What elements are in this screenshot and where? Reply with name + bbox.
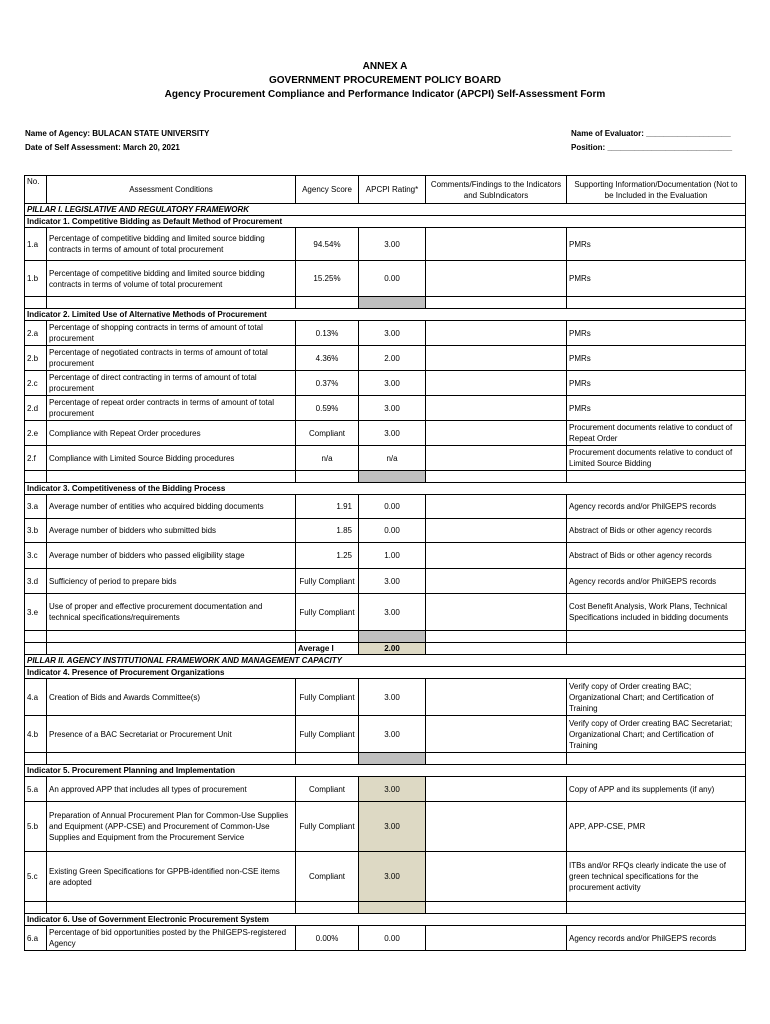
- row-support: PMRs: [567, 261, 746, 297]
- pillar-row: [25, 655, 746, 667]
- row-comment: [426, 777, 567, 802]
- table-row: [25, 777, 746, 802]
- row-number: 5.c: [25, 852, 47, 902]
- pillar-row: [25, 204, 746, 216]
- row-condition: Percentage of competitive bidding and limited source bidding contracts in terms of volume of total procurement: [47, 261, 296, 297]
- indicator-row: [25, 765, 746, 777]
- row-score: 0.00%: [296, 926, 359, 951]
- row-condition: Percentage of direct contracting in terms of amount of total procurement: [47, 371, 296, 396]
- row-condition: Percentage of shopping contracts in terms of amount of total procurement: [47, 321, 296, 346]
- evaluator-position: Position: ____________________________: [571, 143, 733, 152]
- row-number: 4.b: [25, 716, 47, 753]
- average-label: Average I: [296, 643, 359, 655]
- evaluator-name: Name of Evaluator: ___________________: [571, 129, 731, 138]
- row-score: 0.13%: [296, 321, 359, 346]
- row-support: PMRs: [567, 321, 746, 346]
- row-condition: Use of proper and effective procurement documentation and technical specifications/requirements: [47, 594, 296, 631]
- row-support: Agency records and/or PhilGEPS records: [567, 495, 746, 519]
- row-number: 1.b: [25, 261, 47, 297]
- table-row: [25, 346, 746, 371]
- row-comment: [426, 852, 567, 902]
- row-rating: 3.00: [359, 321, 426, 346]
- annex-label: ANNEX A: [362, 61, 408, 72]
- row-score: 15.25%: [296, 261, 359, 297]
- row-support: PMRs: [567, 228, 746, 261]
- row-number: 2.b: [25, 346, 47, 371]
- col-header-no: No.: [25, 176, 47, 204]
- spacer-row: [25, 471, 746, 483]
- row-comment: [426, 396, 567, 421]
- row-score: 1.91: [296, 495, 359, 519]
- row-support: Agency records and/or PhilGEPS records: [567, 926, 746, 951]
- row-support: Verify copy of Order creating BAC Secretariat; Organizational Chart; and Certification of Training: [567, 716, 746, 753]
- indicator-row: [25, 483, 746, 495]
- row-score: 0.37%: [296, 371, 359, 396]
- evaluator-info: [571, 127, 732, 155]
- row-comment: [426, 421, 567, 446]
- row-comment: [426, 716, 567, 753]
- row-comment: [426, 543, 567, 569]
- row-condition: Average number of bidders who submitted bids: [47, 519, 296, 543]
- row-rating: 0.00: [359, 495, 426, 519]
- row-condition: Sufficiency of period to prepare bids: [47, 569, 296, 594]
- row-condition: Preparation of Annual Procurement Plan for Common-Use Supplies and Equipment (APP-CSE) and Procurement of Common-Use Supplies and Equipment from the Procurement Service: [47, 802, 296, 852]
- row-rating: 3.00: [359, 569, 426, 594]
- agency-name: Name of Agency: BULACAN STATE UNIVERSITY: [25, 129, 210, 138]
- table-row: [25, 852, 746, 902]
- row-condition: Presence of a BAC Secretariat or Procurement Unit: [47, 716, 296, 753]
- row-rating: 2.00: [359, 346, 426, 371]
- table-row: [25, 396, 746, 421]
- row-condition: Percentage of negotiated contracts in terms of amount of total procurement: [47, 346, 296, 371]
- spacer-row: [25, 902, 746, 914]
- table-row: [25, 321, 746, 346]
- row-rating: 3.00: [359, 679, 426, 716]
- row-condition: Existing Green Specifications for GPPB-identified non-CSE items are adopted: [47, 852, 296, 902]
- row-comment: [426, 346, 567, 371]
- row-support: PMRs: [567, 346, 746, 371]
- row-support: PMRs: [567, 371, 746, 396]
- row-comment: [426, 926, 567, 951]
- row-rating: 3.00: [359, 852, 426, 902]
- row-number: 2.a: [25, 321, 47, 346]
- row-score: 0.59%: [296, 396, 359, 421]
- row-comment: [426, 446, 567, 471]
- row-number: 3.b: [25, 519, 47, 543]
- row-score: 94.54%: [296, 228, 359, 261]
- row-support: Copy of APP and its supplements (if any): [567, 777, 746, 802]
- row-rating: 3.00: [359, 777, 426, 802]
- row-number: 2.d: [25, 396, 47, 421]
- average-row: [25, 643, 746, 655]
- indicator-row: [25, 914, 746, 926]
- row-comment: [426, 371, 567, 396]
- table-row: [25, 594, 746, 631]
- row-score: Fully Compliant: [296, 594, 359, 631]
- row-condition: Percentage of repeat order contracts in terms of amount of total procurement: [47, 396, 296, 421]
- row-comment: [426, 594, 567, 631]
- spacer-row: [25, 297, 746, 309]
- row-rating: 0.00: [359, 261, 426, 297]
- row-comment: [426, 321, 567, 346]
- row-condition: Percentage of competitive bidding and limited source bidding contracts in terms of amount of total procurement: [47, 228, 296, 261]
- table-header-row: [25, 176, 746, 204]
- table-row: [25, 228, 746, 261]
- row-number: 3.e: [25, 594, 47, 631]
- row-number: 3.c: [25, 543, 47, 569]
- col-header-conditions: Assessment Conditions: [47, 176, 296, 204]
- row-number: 4.a: [25, 679, 47, 716]
- row-support: ITBs and/or RFQs clearly indicate the use of green technical specifications for the procurement activity: [567, 852, 746, 902]
- col-header-comments: Comments/Findings to the Indicators and SubIndicators: [426, 176, 567, 204]
- form-header: [0, 60, 770, 102]
- table-row: [25, 543, 746, 569]
- row-rating: 1.00: [359, 543, 426, 569]
- table-row: [25, 261, 746, 297]
- indicator-3-title: Indicator 3. Competitiveness of the Bidding Process: [25, 483, 746, 495]
- table-row: [25, 926, 746, 951]
- row-score: n/a: [296, 446, 359, 471]
- row-number: 5.a: [25, 777, 47, 802]
- row-score: 1.85: [296, 519, 359, 543]
- table-row: [25, 495, 746, 519]
- indicator-5-title: Indicator 5. Procurement Planning and Implementation: [25, 765, 746, 777]
- row-support: PMRs: [567, 396, 746, 421]
- indicator-2-title: Indicator 2. Limited Use of Alternative Methods of Procurement: [25, 309, 746, 321]
- row-score: Fully Compliant: [296, 802, 359, 852]
- row-number: 6.a: [25, 926, 47, 951]
- assessment-date: Date of Self Assessment: March 20, 2021: [25, 143, 180, 152]
- row-comment: [426, 802, 567, 852]
- pillar-1-title: PILLAR I. LEGISLATIVE AND REGULATORY FRAMEWORK: [25, 204, 746, 216]
- row-score: 4.36%: [296, 346, 359, 371]
- row-support: Abstract of Bids or other agency records: [567, 543, 746, 569]
- row-comment: [426, 495, 567, 519]
- indicator-4-title: Indicator 4. Presence of Procurement Organizations: [25, 667, 746, 679]
- row-rating: n/a: [359, 446, 426, 471]
- agency-info: [25, 127, 209, 155]
- row-condition: An approved APP that includes all types of procurement: [47, 777, 296, 802]
- table-row: [25, 569, 746, 594]
- row-condition: Average number of entities who acquired bidding documents: [47, 495, 296, 519]
- row-number: 2.e: [25, 421, 47, 446]
- row-score: Fully Compliant: [296, 569, 359, 594]
- row-support: Procurement documents relative to conduct of Limited Source Bidding: [567, 446, 746, 471]
- row-support: Verify copy of Order creating BAC; Organizational Chart; and Certification of Training: [567, 679, 746, 716]
- row-comment: [426, 569, 567, 594]
- row-score: Compliant: [296, 852, 359, 902]
- row-score: 1.25: [296, 543, 359, 569]
- col-header-score: Agency Score: [296, 176, 359, 204]
- row-rating: 3.00: [359, 716, 426, 753]
- row-score: Fully Compliant: [296, 679, 359, 716]
- row-number: 1.a: [25, 228, 47, 261]
- row-comment: [426, 519, 567, 543]
- row-comment: [426, 261, 567, 297]
- table-row: [25, 802, 746, 852]
- spacer-row: [25, 631, 746, 643]
- form-title: Agency Procurement Compliance and Performance Indicator (APCPI) Self-Assessment Form: [164, 89, 606, 100]
- row-condition: Creation of Bids and Awards Committee(s): [47, 679, 296, 716]
- average-value: 2.00: [359, 643, 426, 655]
- row-rating: 3.00: [359, 228, 426, 261]
- row-support: Agency records and/or PhilGEPS records: [567, 569, 746, 594]
- row-condition: Compliance with Repeat Order procedures: [47, 421, 296, 446]
- indicator-row: [25, 309, 746, 321]
- row-rating: 3.00: [359, 802, 426, 852]
- assessment-table: [24, 175, 746, 951]
- row-support: Cost Benefit Analysis, Work Plans, Technical Specifications included in bidding documents: [567, 594, 746, 631]
- board-name: GOVERNMENT PROCUREMENT POLICY BOARD: [268, 75, 502, 86]
- row-comment: [426, 228, 567, 261]
- row-condition: Average number of bidders who passed eligibility stage: [47, 543, 296, 569]
- table-row: [25, 371, 746, 396]
- indicator-row: [25, 667, 746, 679]
- spacer-row: [25, 753, 746, 765]
- row-score: Fully Compliant: [296, 716, 359, 753]
- col-header-rating: APCPI Rating*: [359, 176, 426, 204]
- table-row: [25, 519, 746, 543]
- row-rating: 3.00: [359, 421, 426, 446]
- row-number: 2.f: [25, 446, 47, 471]
- row-number: 3.d: [25, 569, 47, 594]
- row-support: APP, APP-CSE, PMR: [567, 802, 746, 852]
- row-comment: [426, 679, 567, 716]
- row-score: Compliant: [296, 777, 359, 802]
- indicator-1-title: Indicator 1. Competitive Bidding as Default Method of Procurement: [25, 216, 746, 228]
- col-header-supporting: Supporting Information/Documentation (Not to be Included in the Evaluation: [567, 176, 746, 204]
- row-rating: 3.00: [359, 371, 426, 396]
- table-row: [25, 716, 746, 753]
- table-row: [25, 446, 746, 471]
- row-rating: 3.00: [359, 396, 426, 421]
- pillar-2-title: PILLAR II. AGENCY INSTITUTIONAL FRAMEWORK AND MANAGEMENT CAPACITY: [25, 655, 746, 667]
- row-number: 2.c: [25, 371, 47, 396]
- row-condition: Percentage of bid opportunities posted by the PhilGEPS-registered Agency: [47, 926, 296, 951]
- table-row: [25, 679, 746, 716]
- row-number: 3.a: [25, 495, 47, 519]
- row-rating: 0.00: [359, 519, 426, 543]
- row-support: Procurement documents relative to conduct of Repeat Order: [567, 421, 746, 446]
- table-row: [25, 421, 746, 446]
- row-support: Abstract of Bids or other agency records: [567, 519, 746, 543]
- indicator-6-title: Indicator 6. Use of Government Electronic Procurement System: [25, 914, 746, 926]
- row-rating: 0.00: [359, 926, 426, 951]
- row-score: Compliant: [296, 421, 359, 446]
- indicator-row: [25, 216, 746, 228]
- row-number: 5.b: [25, 802, 47, 852]
- row-rating: 3.00: [359, 594, 426, 631]
- row-condition: Compliance with Limited Source Bidding procedures: [47, 446, 296, 471]
